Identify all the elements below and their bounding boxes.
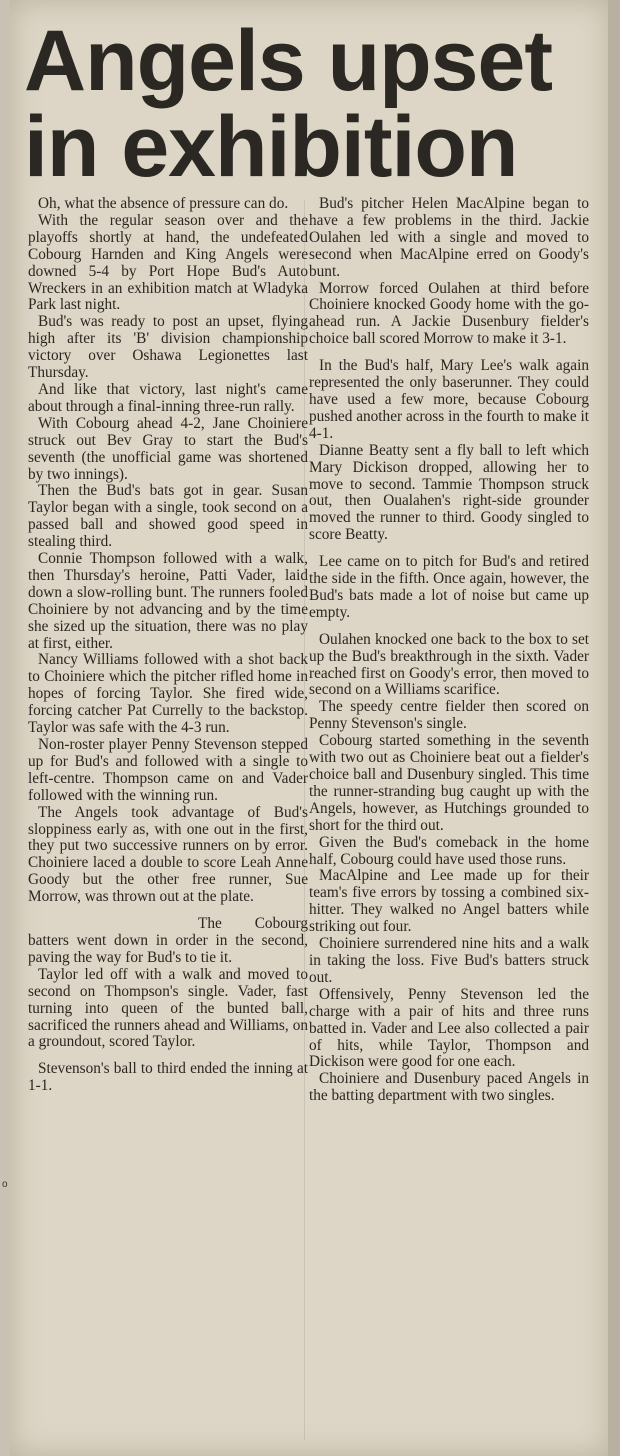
paragraph: With the regular season over and the playoffs shortly at hand, the undefeated Cobourg Harnden and King Angels were downed 5-4 by Port Hope Bud's Auto Wreckers in an exhibition match at Wladyka Park last night. <box>28 211 308 314</box>
paragraph: Non-roster player Penny Stevenson stepped up for Bud's and followed with a single to left-centre. Thompson came on and Vader followed with the winning run. <box>28 736 308 804</box>
paragraph: Bud's was ready to post an upset, flying high after its 'B' division championship victory over Oshawa Legionettes last Thursday. <box>28 313 308 382</box>
paragraph: Choiniere surrendered nine hits and a walk in taking the loss. Five Bud's batters struck out. <box>309 935 589 986</box>
paragraph: Offensively, Penny Stevenson led the charge with a pair of hits and three runs batted in. Vader and Lee also collected a pair of hits, while Taylor, Thompson and Dickison were good for one each. <box>309 985 589 1071</box>
paragraph: Morrow forced Oulahen at third before Choiniere knocked Goody home with the go-ahead run. A Jackie Dusenbury fielder's choice ball scored Morrow to make it 3-1. <box>309 279 589 348</box>
paragraph: Taylor led off with a walk and moved to second on Thompson's single. Vader, fast turning into queen of the bunted ball, sacrificed the runners ahead and Williams, on a groundout, scored Taylor. <box>28 965 308 1051</box>
headline-line-1: Angels upset <box>24 13 552 109</box>
paragraph: The speedy centre fielder then scored on Penny Stevenson's single. <box>309 698 589 733</box>
paragraph: Oulahen knocked one back to the box to set up the Bud's breakthrough in the sixth. Vader reached first on Goody's error, then moved to second on a Williams scarifice. <box>309 630 589 699</box>
paragraph: In the Bud's half, Mary Lee's walk again represented the only baserunner. They could have used a few more, because Cobourg pushed another across in the fourth to make it 4-1. <box>309 357 589 442</box>
paragraph: Nancy Williams followed with a shot back to Choiniere which the pitcher rifled home in hopes of forcing Taylor. She fired wide, forcing catcher Pat Currelly to the backstop. Taylor was safe with the 4-3 run. <box>28 651 308 737</box>
paragraph: And like that victory, last night's came about through a final-inning three-run rally. <box>28 380 308 415</box>
paragraph: Dianne Beatty sent a fly ball to left which Mary Dickison dropped, allowing her to move to second. Tammie Thompson struck out, then Oualahen's right-side grounder moved the runner to third. Goody singled to score Beatty. <box>309 441 589 544</box>
paragraph: Given the Bud's comeback in the home half, Cobourg could have used those runs. <box>309 833 589 868</box>
paragraph: Connie Thompson followed with a walk, then Thursday's heroine, Patti Vader, laid down a slow-rolling bunt. The runners fooled Choiniere by not advancing and by the time she sized up the situation, there was no play at first, either. <box>28 550 308 652</box>
headline-line-2: in exhibition <box>24 99 518 195</box>
clipping-edge <box>608 0 620 1456</box>
article-column-left <box>28 196 308 1095</box>
paragraph: Lee came on to pitch for Bud's and retired the side in the fifth. Once again, however, the Bud's bats made a lot of noise but came up empty. <box>309 553 589 621</box>
paragraph: Cobourg started something in the seventh with two out as Choiniere beat out a fielder's choice ball and Dusenbury singled. This time the runner-stranding bug caught up with the Angels, however, as Hutchings grounded to short for the third out. <box>309 732 589 834</box>
article-column-right <box>309 196 589 1105</box>
paragraph: Bud's pitcher Helen MacAlpine began to have a few problems in the third. Jackie Oulahen led with a single and moved to second when MacAlpine erred on Goody's bunt. <box>309 195 589 280</box>
paragraph: The Angels took advantage of Bud's sloppiness early as, with one out in the first, they put two successive runners on by error. Choiniere laced a double to score Leah Anne Goody but the other free runner, Sue Morrow, was thrown out at the plate. <box>28 803 308 906</box>
paragraph: The Cobourg batters went down in order in the second, paving the way for Bud's to tie it. <box>28 915 308 966</box>
paragraph: Choiniere and Dusenbury paced Angels in the batting department with two singles. <box>309 1070 589 1105</box>
paragraph: MacAlpine and Lee made up for their team's five errors by tossing a combined six-hitter. They walked no Angel batters while striking out four. <box>309 867 589 936</box>
paragraph: With Cobourg ahead 4-2, Jane Choiniere struck out Bev Gray to start the Bud's seventh (the unofficial game was shortened by two innings). <box>28 414 308 483</box>
paragraph: Stevenson's ball to third ended the inning at 1-1. <box>28 1060 308 1095</box>
headline <box>24 13 584 195</box>
paragraph: Then the Bud's bats got in gear. Susan Taylor began with a single, took second on a passed ball and showed good speed in stealing third. <box>28 482 308 551</box>
paragraph: Oh, what the absence of pressure can do. <box>38 195 289 212</box>
margin-mark: o <box>2 1179 8 1190</box>
